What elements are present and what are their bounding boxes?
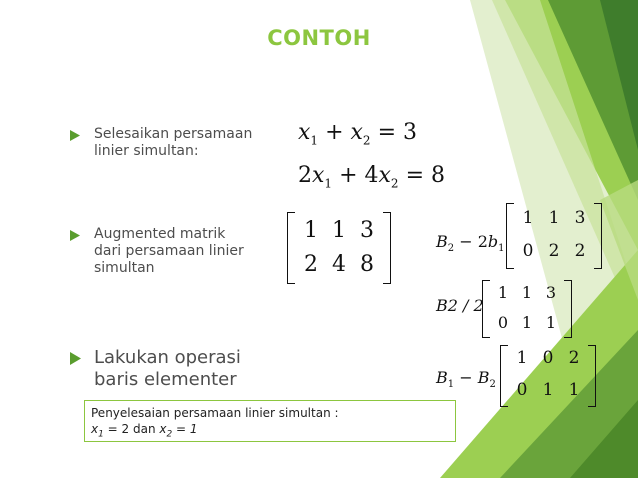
bullet-1-text	[94, 126, 252, 160]
augmented-matrix	[287, 212, 391, 284]
operation-1-label: $B_2 - 2b_1$	[436, 232, 505, 255]
bullet-2-line-1: Augmented matrik	[94, 226, 226, 242]
equation-2: $2x_1 + 4x_2 = 8$	[298, 163, 445, 191]
bullet-1-line-2: linier simultan:	[94, 143, 199, 159]
matrix-cell: 1	[497, 283, 509, 302]
matrix-cell: 1	[522, 208, 534, 228]
slide-title: CONTOH	[267, 26, 371, 50]
bullet-arrow-icon	[70, 352, 81, 365]
matrix-cell: 3	[574, 208, 586, 228]
solution-box	[84, 400, 456, 442]
operation-2-label: B2 / 2	[436, 296, 484, 315]
bullet-3-line-1: Lakukan operasi	[94, 347, 241, 368]
bullet-arrow-icon	[70, 130, 80, 141]
operation-3-matrix	[500, 345, 596, 407]
matrix-cell: 0	[522, 241, 534, 261]
matrix-cell: 1	[516, 348, 528, 368]
bullet-3-text	[94, 347, 241, 391]
matrix-cell: 3	[545, 283, 557, 302]
operation-2-matrix	[482, 280, 572, 338]
matrix-cell: 3	[360, 218, 374, 243]
matrix-cell: 0	[542, 348, 554, 368]
matrix-cell: 2	[568, 348, 580, 368]
matrix-cell: 1	[304, 218, 318, 243]
bullet-2-line-3: simultan	[94, 260, 155, 276]
matrix-cell: 1	[521, 313, 533, 332]
matrix-cell: 1	[521, 283, 533, 302]
matrix-cell: 8	[360, 252, 374, 277]
matrix-cell: 4	[332, 252, 346, 277]
solution-line-1: Penyelesaian persamaan linier simultan :	[91, 406, 339, 420]
matrix-cell: 2	[548, 241, 560, 261]
matrix-cell: 1	[548, 208, 560, 228]
bullet-2-line-2: dari persamaan linier	[94, 243, 244, 259]
bullet-arrow-icon	[70, 230, 80, 241]
operation-3-label: $B_1 - B_2$	[436, 368, 496, 391]
matrix-cell: 2	[304, 252, 318, 277]
equation-1: $x_1 + x_2 = 3$	[298, 120, 417, 148]
matrix-cell: 1	[332, 218, 346, 243]
matrix-cell: 2	[574, 241, 586, 261]
bullet-1-line-1: Selesaikan persamaan	[94, 126, 253, 142]
matrix-cell: 1	[542, 380, 554, 400]
solution-line-2: $x_1 = 2$ dan $x_2 = 1$	[91, 422, 198, 440]
matrix-cell: 1	[568, 380, 580, 400]
matrix-cell: 1	[545, 313, 557, 332]
bullet-2-text	[94, 226, 244, 277]
matrix-cell: 0	[516, 380, 528, 400]
matrix-cell: 0	[497, 313, 509, 332]
operation-1-matrix	[506, 203, 602, 269]
bullet-3-line-2: baris elementer	[94, 369, 237, 390]
